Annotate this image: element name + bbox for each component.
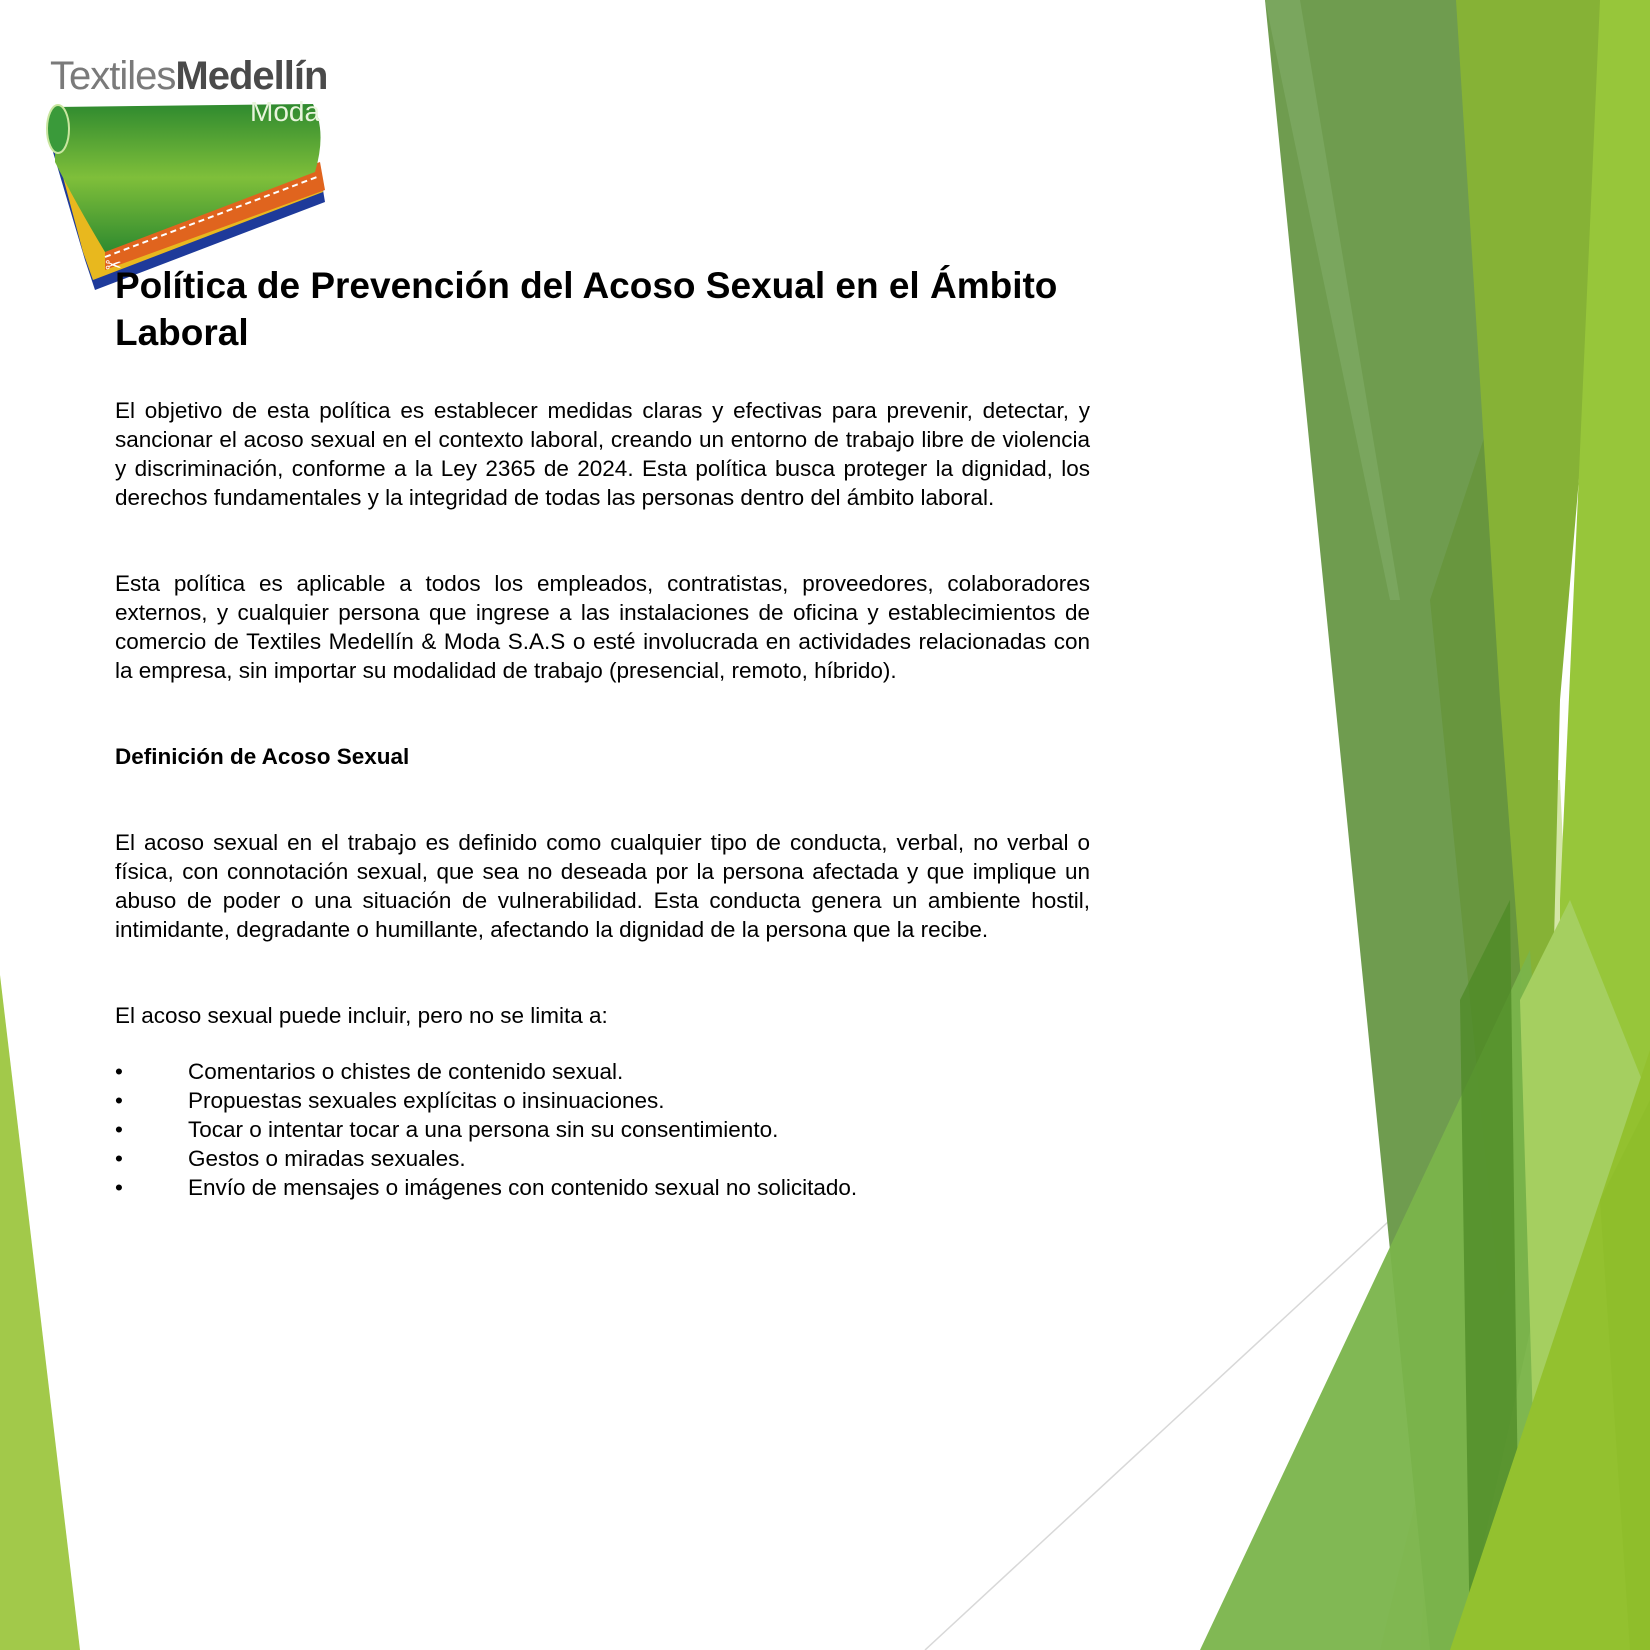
logo-text-moda: Moda — [250, 96, 321, 127]
list-item-text: Comentarios o chistes de contenido sexual. — [188, 1059, 624, 1084]
definition-heading: Definición de Acoso Sexual — [115, 744, 410, 769]
list-item — [115, 1144, 1090, 1173]
bullet-icon: • — [115, 1059, 123, 1084]
logo-wordmark — [50, 56, 327, 96]
list-item — [115, 1173, 1090, 1202]
page-title: Política de Prevención del Acoso Sexual en el Ámbito Laboral — [115, 265, 1058, 353]
bullet-icon: • — [115, 1146, 123, 1171]
svg-text:✂: ✂ — [105, 255, 122, 277]
list-intro: El acoso sexual puede incluir, pero no se limita a: — [115, 1003, 608, 1028]
scope-paragraph: Esta política es aplicable a todos los empleados, contratistas, proveedores, colaboradores externos, y cualquier persona que ingrese a las instalaciones de oficina y establecimientos de comercio de Textiles Medellín & Moda S.A.S o esté involucrada en actividades relacionadas con la empresa, sin importar su modalidad de trabajo (presencial, remoto, híbrido). — [115, 571, 1090, 683]
list-item-text: Tocar o intentar tocar a una persona sin su consentimiento. — [188, 1117, 779, 1142]
bullet-icon: • — [115, 1117, 123, 1142]
list-item — [115, 1086, 1090, 1115]
list-item — [115, 1057, 1090, 1086]
bullet-icon: • — [115, 1175, 123, 1200]
list-item-text: Envío de mensajes o imágenes con contenido sexual no solicitado. — [188, 1175, 858, 1200]
logo-text-medellin: Medellín — [175, 54, 328, 98]
policy-document — [115, 262, 1090, 1202]
bullet-icon: • — [115, 1088, 123, 1113]
list-item-text: Gestos o miradas sexuales. — [188, 1146, 466, 1171]
logo-text-textiles: Textiles — [50, 54, 176, 98]
list-item — [115, 1115, 1090, 1144]
company-logo — [45, 52, 340, 277]
definition-paragraph: El acoso sexual en el trabajo es definido como cualquier tipo de conducta, verbal, no verbal o física, con connotación sexual, que sea no deseada por la persona afectada y que implique un abuso de poder o una situación de vulnerabilidad. Esta conducta genera un ambiente hostil, intimidante, degradante o humillante, afectando la dignidad de la persona que la recibe. — [115, 830, 1090, 942]
objective-paragraph: El objetivo de esta política es establecer medidas claras y efectivas para prevenir, detectar, y sancionar el acoso sexual en el contexto laboral, creando un entorno de trabajo libre de violencia y discriminación, conforme a la Ley 2365 de 2024. Esta política busca proteger la dignidad, los derechos fundamentales y la integridad de todas las personas dentro del ámbito laboral. — [115, 398, 1090, 510]
examples-list — [115, 1057, 1090, 1202]
list-item-text: Propuestas sexuales explícitas o insinuaciones. — [188, 1088, 665, 1113]
